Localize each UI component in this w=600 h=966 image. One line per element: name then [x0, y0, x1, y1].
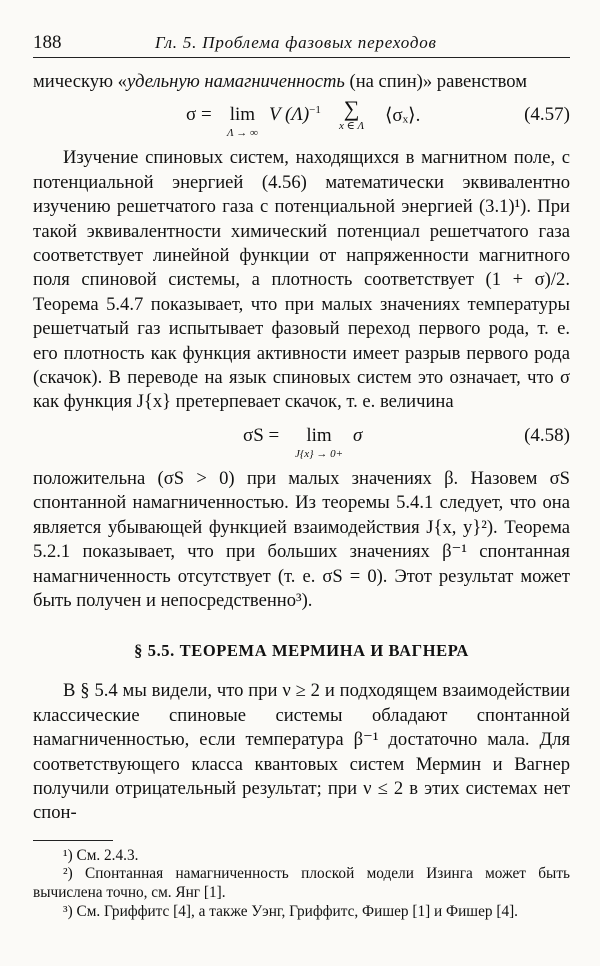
eq457-lhs: σ =: [186, 104, 212, 126]
eq457-volume: [269, 104, 321, 126]
running-title: Гл. 5. Проблема фазовых переходов: [155, 33, 437, 52]
eq458-limit: [295, 425, 343, 460]
eq457-power: −1: [309, 104, 321, 117]
equation-number-4-57: (4.57): [524, 104, 570, 126]
eq457-lim-subscript: Λ → ∞: [227, 127, 258, 140]
footnote-rule: [33, 840, 113, 841]
eq457-sum: [339, 98, 364, 132]
section-heading: § 5.5. ТЕОРЕМА МЕРМИНА И ВАГНЕРА: [134, 641, 469, 661]
eq458-sigma: σ: [353, 424, 363, 446]
paragraph-1: [33, 70, 570, 94]
page-number: 188: [33, 32, 62, 53]
equation-number-4-58: (4.58): [524, 424, 570, 446]
eq457-term: ⟨σₓ⟩.: [385, 105, 421, 127]
equation-4-58: [33, 415, 570, 467]
para1-text-before: мическую «: [33, 71, 127, 92]
sum-symbol: ∑: [343, 96, 360, 122]
eq457-sum-subscript: x ∈ Λ: [339, 120, 365, 133]
eq458-lhs: σS =: [243, 424, 280, 446]
specific-magnetization-term: удельную намагниченность: [126, 71, 345, 92]
paragraph-3: положительна (σS > 0) при малых значениях β. Назовем σS спонтанной намагниченностью. Из теоремы 5.4.1 следует, что она является убывающей функцией взаимодействия J{x, y}²). Теорема 5.2.1 показывает, что при больших значениях β⁻¹ спонтанная намагниченность отсутствует (т. е. σS = 0). Этот результат может быть получен и непосредственно³).: [33, 467, 570, 611]
eq458-lim-word: lim: [306, 424, 332, 446]
equation-4-57: [33, 94, 570, 146]
para1-text-after: (на спин)» равенством: [344, 71, 527, 92]
eq457-volume-text: V (Λ): [269, 104, 310, 126]
paragraph-2: Изучение спиновых систем, находящихся в магнитном поле, с потенциальной энергией (4.56) математически эквивалентно изучению решетчатого газа с потенциальной энергией (3.1)¹). При такой эквивалентности химический потенциал решетчатого газа соответствует линейной функции от напряженности магнитного поля спиновой системы, а плотность соответствует (1 + σ)/2. Теорема 5.4.7 показывает, что при малых значениях температуры решетчатый газ испытывает фазовый переход первого рода, т. е. его плотность как функция активности имеет разрыв первого рода (скачок). В переводе на язык спиновых систем это означает, что σ как функция J{x} претерпевает скачок, т. е. величина: [33, 147, 570, 413]
header-rule: [33, 57, 570, 58]
footnote-3: ³) См. Гриффитс [4], а также Уэнг, Гриффитс, Фишер [1] и Фишер [4].: [63, 902, 519, 920]
paragraph-4: В § 5.4 мы видели, что при ν ≥ 2 и подходящем взаимодействии классические спиновые системы обладают спонтанной намагниченностью, если температура β⁻¹ достаточно мала. Для соответствующего класса квантовых систем Мермин и Вагнер получили отрицательный результат; при ν ≤ 2 в этих системах нет спон-: [33, 680, 570, 824]
eq457-lim-word: lim: [229, 104, 256, 126]
page-body: [33, 70, 570, 921]
footnote-1: ¹) См. 2.4.3.: [63, 846, 139, 864]
eq457-limit: [227, 104, 258, 139]
eq458-lim-subscript: J{x} → 0+: [295, 447, 343, 460]
page-header: [33, 32, 570, 58]
footnote-2: ²) Спонтанная намагниченность плоской модели Изинга может быть вычислена точно, см. Янг [1].: [33, 865, 570, 901]
